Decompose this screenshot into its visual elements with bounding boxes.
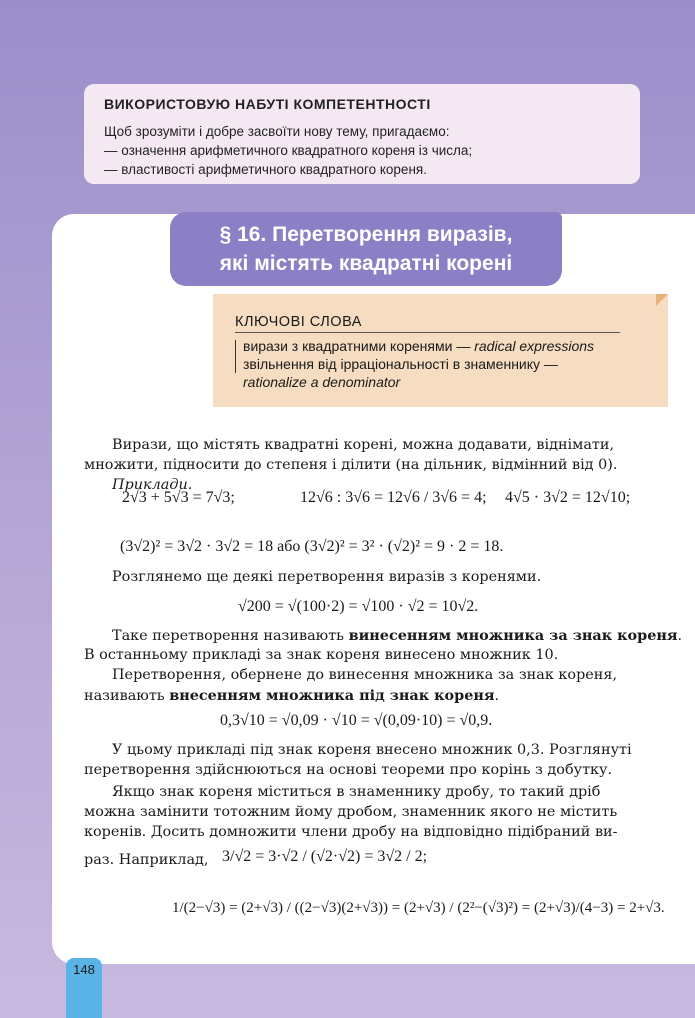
text-part: . [494, 688, 500, 704]
paragraph-line: Вирази, що містять квадратні корені, можна додавати, віднімати, [112, 437, 615, 453]
formula: 12√6 : 3√6 = 12√6 / 3√6 = 4; [300, 489, 487, 506]
keyword-uk: вирази з квадратними коренями — [243, 338, 475, 354]
formula: 0,3√10 = √0,09 · √10 = √(0,09·10) = √0,9. [220, 712, 493, 729]
formula: 3/√2 = 3·√2 / (√2·√2) = 3√2 / 2; [222, 848, 428, 865]
keyword-item: звільнення від ірраціональності в знаменнику — [243, 356, 558, 372]
paragraph-line: Якщо знак кореня міститься в знаменнику дробу, то такий дріб [112, 784, 601, 800]
section-title [170, 212, 562, 286]
paragraph-line: Розглянемо ще деякі перетворення виразів з коренями. [112, 569, 542, 585]
text-part: . [677, 628, 683, 644]
formula: (3√2)² = 3√2 · 3√2 = 18 або (3√2)² = 3² · (√2)² = 9 · 2 = 18. [120, 538, 504, 555]
paragraph-line: У цьому прикладі під знак кореня внесено множник 0,3. Розглянуті [112, 742, 632, 758]
prior-knowledge-box [84, 84, 640, 184]
formula: 1/(2−√3) = (2+√3) / ((2−√3)(2+√3)) = (2+√3) / (2²−(√3)²) = (2+√3)/(4−3) = 2+√3. [172, 900, 665, 916]
paragraph-line: В останньому прикладі за знак кореня винесено множник 10. [84, 647, 559, 663]
keyword-en: rationalize a denominator [243, 374, 401, 390]
paragraph-line: множити, підносити до степеня і ділити (на дільник, відмінний від 0). [84, 457, 618, 473]
prior-knowledge-line: — означення арифметичного квадратного кореня із числа; [104, 143, 473, 158]
keyword-item-en [243, 373, 668, 391]
formula: 2√3 + 5√3 = 7√3; [122, 489, 235, 506]
section-title-line2: які містять квадратні корені [219, 252, 513, 275]
paragraph-line [84, 626, 683, 647]
paragraph-line: раз. Наприклад, [84, 852, 209, 868]
term-bold: внесенням множника під знак кореня [169, 687, 495, 704]
prior-knowledge-line: Щоб зрозуміти і добре засвоїти нову тему, пригадаємо: [104, 124, 450, 139]
keyword-en: radical expressions [474, 338, 595, 354]
keywords-box [213, 294, 668, 407]
paragraph-line: можна замінити тотожним йому дробом, знаменник якого не містить [84, 804, 618, 820]
prior-knowledge-line: — властивості арифметичного квадратного кореня. [104, 162, 427, 177]
formula: √200 = √(100·2) = √100 · √2 = 10√2. [238, 598, 479, 615]
paragraph-line: перетворення здійснюються на основі теореми про корінь з добутку. [84, 762, 613, 778]
paragraph-line [84, 686, 644, 707]
formula: 4√5 · 3√2 = 12√10; [505, 489, 631, 506]
text-part: називають [84, 688, 170, 704]
paragraph-line: коренів. Досить домножити члени дробу на відповідно підібраний ви- [84, 824, 618, 840]
paragraph-line: Перетворення, обернене до винесення множника за знак кореня, [112, 667, 618, 683]
prior-knowledge-title: ВИКОРИСТОВУЮ НАБУТІ КОМПЕТЕНТНОСТІ [104, 96, 431, 112]
keywords-list [235, 337, 668, 391]
text-part: Таке перетворення називають [112, 628, 349, 644]
section-title-line1: § 16. Перетворення виразів, [219, 223, 513, 246]
examples-label: Приклади. [112, 477, 193, 493]
keywords-title: КЛЮЧОВІ СЛОВА [235, 314, 620, 333]
term-bold: винесенням множника за знак кореня [348, 627, 678, 644]
page-number: 148 [66, 958, 102, 1018]
keyword-item [243, 337, 668, 355]
